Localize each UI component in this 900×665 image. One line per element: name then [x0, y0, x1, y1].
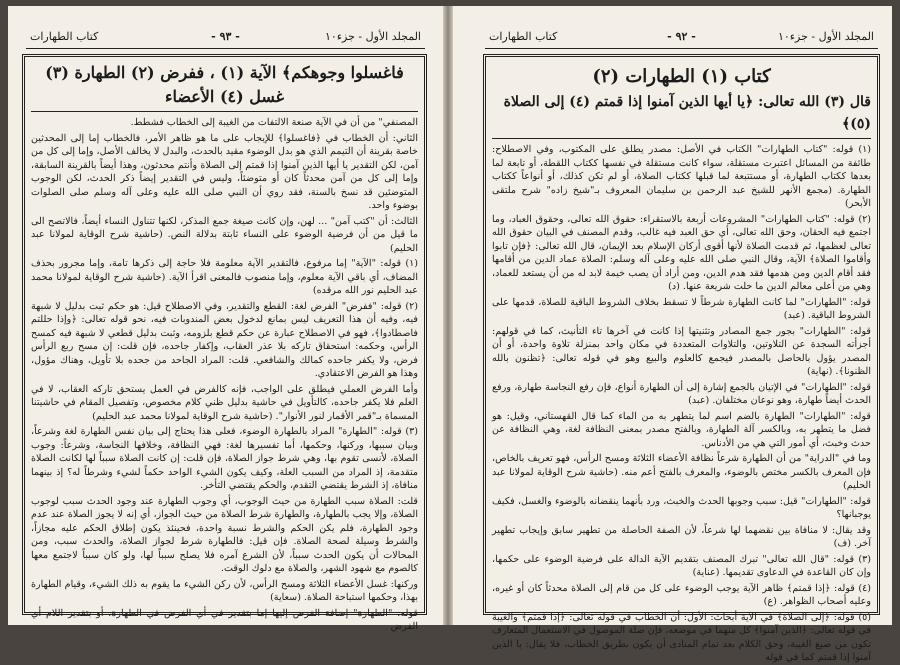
- left-paragraph: قلت: الصلاة سبب الطهارة من حيث الوجوب، أي وجوب الطهارة عند وجود الحدث سبب لوجوب الصلاة، وإلا يجب بالطهارة، والطهارة شرط الصلاة من حيث الجواز، أي إنه لا يجوز الصلاة عند عدم وجود الطهارة، فلم يكن الحكم والشرط نسبة واحدة، فحينئذ يكون إطلاق الحكم عليه مجازاً، والشرط وسيلة لصحة الصلاة. فإن قيل: فالطهارة شرط لجواز الصلاة، والحدث سبب، ومن المحالات أن يكون الحدث سبباً، لأن الشرع آمره فلا يصلح سبباً لها، ولو كان سبباً لاجتمع معها كالصوم مع شهود الشهر، والصلاة مع دلوك الوقت.: [31, 495, 418, 574]
- left-paragraph: وركنها: غسل الأعضاء الثلاثة ومسح الرأس، لأن ركن الشيء ما يقوم به ذلك الشيء، وقيام الطهارة بهذا، وحكمها استباحة الصلاة. (سعاية): [31, 578, 418, 603]
- right-page: [452, 6, 892, 663]
- quran-verse-line: قال (٣) الله تعالى: ﴿يا أيها الذين آمنوا إذا قمتم (٤) إلى الصلاة (٥)﴾: [492, 91, 871, 139]
- left-volume-label: المجلد الأول - جزء١٠: [325, 30, 421, 43]
- right-page-number: - ٩٢ -: [667, 30, 696, 43]
- right-page-header: [485, 28, 878, 49]
- left-paragraph: (٣) قوله: "الطهارة" المراد بالطهارة الوضوء، فعلى هذا يحتاج إلى بيان نفس الطهارة لغة وشرعاً، وبيان سببها، وركنها، وحكمها، أما تفسيرها لغة: فهي النظافة، وخلافها النجاسة، وشرعاً: وجوب الصلاة، لأنسى تقوم بها، وهي شرط جواز الصلاة، فإن قلت: إن كانت الصلاة سبباً لها لكانت الصلاة متقدمة، إذ المراد من السبب العلة، وكيف يكون الشيء الواحد حكماً لشيء وشرطاً له؟ إذ بينهما منافاة، إذ الشرط يقتضي التقدم، والحكم يقتضي التأخر.: [31, 426, 418, 491]
- left-paragraph: قوله: "الطهارة" إضافة الفرض إليها إما بتقدير في أي الفرض في الطهارة، أو بتقدير اللام أي الفرض: [31, 607, 418, 632]
- left-text-frame: [22, 54, 427, 632]
- right-paragraph: قوله: "الطهارات" بجور جمع المصادر وتثنيتها إذا كانت في آخرها تاء التأنيث، كما في قولهم: أجزأته السجدة عن التلاوتين، والتلاوات المتعددة في مكان واحد بمنزلة تلاوة واحدة، أو أن المصدر يؤول بالحاصل بالمصدر فيجمع كالعلوم والبيع وهو في قوله تعالى: ﴿تظنون بالله الظنونا﴾. (نهاية): [492, 325, 871, 377]
- left-page-number: - ٩٣ -: [211, 30, 240, 43]
- right-paragraph: وقد يقال: لا منافاة بين نقضهما لها شرعاً، لأن الصفة الحاصلة من تطهير سابق وإيجاب تطهير آخر. (ف): [492, 524, 871, 549]
- right-paragraph: (١) قوله: "كتاب الطهارات" الكتاب في الأصل: مصدر يطلق على المكتوب، وفي الاصطلاح: طائفة من المسائل اعتبرت مستقلة، سواء كانت مستقلة في نفسها ككتاب اللقطة، أو تابعة لما بعدها ككتاب الطهارة، أو مستتبعة لما قبلها ككتاب الصلاة، أو لم تكن كذلك، أو أنواعاً ككتاب الطهارة. (مجمع الأنهر للشيخ عبد الرحمن بن سليمان المعروف بـ"شيخ زاده" شرح ملتقى الأبحر): [492, 144, 871, 209]
- left-paragraph: الثالث: أن "كتب آمن" ... لهن، وإن كانت صيغة جمع المذكر، لكنها تتناول النساء أيضاً، فالاتصح الى ما قيل من أن فرضية الوضوء على النساء ثابتة بدلالة النص. (حاشية شرح الوقاية لمولانا عبد الحليم): [31, 215, 418, 254]
- right-paragraph: (٣) قوله: "قال الله تعالى" تبرك المصنف بتقديم الآية الدالة على فرضية الوضوء على حكمها، وإن كان القاعدة في الدعاوى تقديمها. (عناية): [492, 553, 871, 578]
- right-paragraph: قوله: "الطهارات" الطهارة بالضم اسم لما يتطهر به من الماء كما قال القهستاني، وقيل: هو فضل ما يتطهر به، وبالكسر آلة الطهارة، وبالفتح مصدر بمعنى النظافة لغة، وهي النظافة عن حدث وخبث، أي أمور التي هي من الأدناس.: [492, 410, 871, 449]
- right-paragraph: وما في "الدراية" من أن الطهارة شرعاً نظافة الأعضاء الثلاثة ومسح الرأس، فهو تعريف بالخاص، فإن المعرف بالكسر مختص بالوضوء، والمعرف بالفتح أعم منه. (حاشية شرح الوقاية لمولانا عبد الحليم): [492, 453, 871, 491]
- right-running-title: كتاب الطهارات: [489, 30, 558, 43]
- left-page: [8, 6, 444, 632]
- right-paragraph: قوله: "الطهارات" قيل: سبب وجوبها الحدث والخبث، ورد بأنهما ينقضانه بالوضوء والغسل، فكيف يوجبانها؟: [492, 495, 871, 520]
- right-page-content: [492, 61, 871, 663]
- left-paragraph: (١) قوله: "الآية" إما مرفوع، فالتقدير الآية معلومة فلا حاجة إلى ذكرها تامة، وإما مجرور بحذف المضاف، أي باقي الآية معلوم، وإما منصوب فالمعنى اقرأ الآية. (حاشية شرح الوقاية لمولانا محمد عبد الحليم نور الله مرقده): [31, 258, 418, 296]
- left-paragraph: وأما الفرض العملي فيطلق على الواجب، فإنه كالفرض في العمل يستحق تاركه العقاب، لا في العلم فلا يكفر جاحده، كالتأويل في حاشية بدليل ظني كلام مخصوص، وتفصيل المقام في حاشيتنا المسماة بـ"قمر الأقمار لنور الأنوار". (حاشية شرح الوقاية لمولانا محمد عبد الحليم): [31, 383, 418, 422]
- left-paragraph: المصنفي" من أن في الآية صنعة الالتفات من الغيبة إلى الخطاب فشطط.: [130, 117, 418, 128]
- left-running-title: كتاب الطهارات: [30, 30, 99, 43]
- left-heading-line: فاغسلوا وجوهكم﴾ الآية (١) ، ففرض (٢) الطهارة (٣) غسل (٤) الأعضاء: [31, 61, 418, 112]
- right-paragraph: (٥) قوله: ﴿إلى الصلاة﴾ في الآية أبحاث: الأول: أن الخطاب في قوله تعالى: ﴿إذا قمتم﴾ والغيبة في قوله تعالى: ﴿الذين آمنوا﴾ كل منهما في موضعه، فإن صلة الموصول في الاستعمال المتعارف تكون من صيغ الغيبة، وحق الكلام بعد تمام المنادى أن يكون بطريق الخطاب، فلا يقال: يا الذين آمنوا إذا قمتم كما في قوله: [492, 611, 871, 663]
- left-page-content: [31, 61, 418, 632]
- left-paragraph: الثاني: أن الخطاب في ﴿فاغسلوا﴾ للإيجاب على ما هو ظاهر الأمر، فالخطاب إما إلى المحدثين خاصة بقرينة أن التيمم الذي هو بدل الوضوء مقيد بالحدث، والبدل لا يخالف الأصل، وإما إلى كل من آمن، لكن التقدير يا أيها الذين آمنوا إذا قمتم إلى الصلاة وأنتم محدثون، وهذا أيضاً بالقرينة السابقة، وإما إلى كل من آمن محدثاً كان أو متوضئاً، وليس في التقدير إيضاً ذكر الحدث، لكن الوجوب المتوضئين قد نسخ بالسنة، فقد روي أن النبي صلى الله عليه وعلى آله وسلم صلى الصلوات بوضوء واحد.: [31, 132, 418, 211]
- right-paragraph: قوله: "الطهارات" لما كانت الطهارة شرطاً لا تسقط بخلاف الشروط الباقية للصلاة، قدمها على الشروط الباقية. (عبد): [492, 296, 871, 321]
- book-spine: [444, 6, 452, 625]
- right-paragraph: (٤) قوله: ﴿إذا قمتم﴾ ظاهر الآية يوجب الوضوء على كل من قام إلى الصلاة محدثاً كان أو غيره، وعليه أصحاب الظواهر. (ع): [492, 582, 871, 607]
- left-page-header: [26, 28, 425, 49]
- left-paragraph: (٢) قوله: "ففرض" الفرض لغة: القطع والتقدير، وفي الاصطلاح قيل: هو حكم ثبت بدليل لا شبهة فيه، وفيه أن هذا التعريف ليس بمانع لدخول بعض المندوبات فيه، نحو قوله تعالى: ﴿وإذا حللتم فاصطادوا﴾، فهو في الاصطلاح عبارة عن حكم قطع بلزومه، وثبت بدليل قطعي لا شبهة فيه كمسح الرأس، وحكمه: استحقاق تاركه بلا عذر العقاب، وإكفار جاحده، فإن قلت: إن مسح ربع الرأس فرض، ولا يكفر جاحده كمالك والشافعي. قلت: المراد الجاحد من جحده بلا تأويل، وهناك مؤول، وهذا هو الفرض الاعتقادي.: [31, 300, 418, 379]
- chapter-title: كتاب (١) الطهارات (٢): [592, 66, 771, 87]
- right-paragraph: قوله: "الطهارات" في الإتيان بالجمع إشارة إلى أن الطهارة أنواع، فإن رفع النجاسة طهارة، ورفع الحدث أيضاً طهارة، وهو نوعان مختلفان. (عبد): [492, 381, 871, 406]
- right-paragraph: (٢) قوله: "كتاب الطهارات" المشروعات أربعة بالاستقراء: حقوق الله تعالى، وحقوق العباد، وما اجتمع فيه الحقان، وحق الله تعالى، أي حق العبد فيه غالب، وقدم المصنف في البيان حقوق الله تعالى لعظمها، ثم قدمت الصلاة لأنها أقوى أركان الإسلام بعد الإيمان، قال الله تعالى: ﴿فإن تابوا وأقاموا الصلاة﴾ الآية، وقال النبي صلى الله عليه وعلى آله وسلم: الصلاة عماد الدين من أقامها فقد أقام الدين ومن هدمها فقد هدم الدين، ومن أراد أن يصب خيمة لابد له من أن يستعد للعماد، وهي من أعلى معالم الدين ما حلت شريعة عنها. (د): [492, 213, 871, 292]
- right-volume-label: المجلد الأول - جزء١٠: [778, 30, 874, 43]
- right-text-frame: [483, 54, 880, 663]
